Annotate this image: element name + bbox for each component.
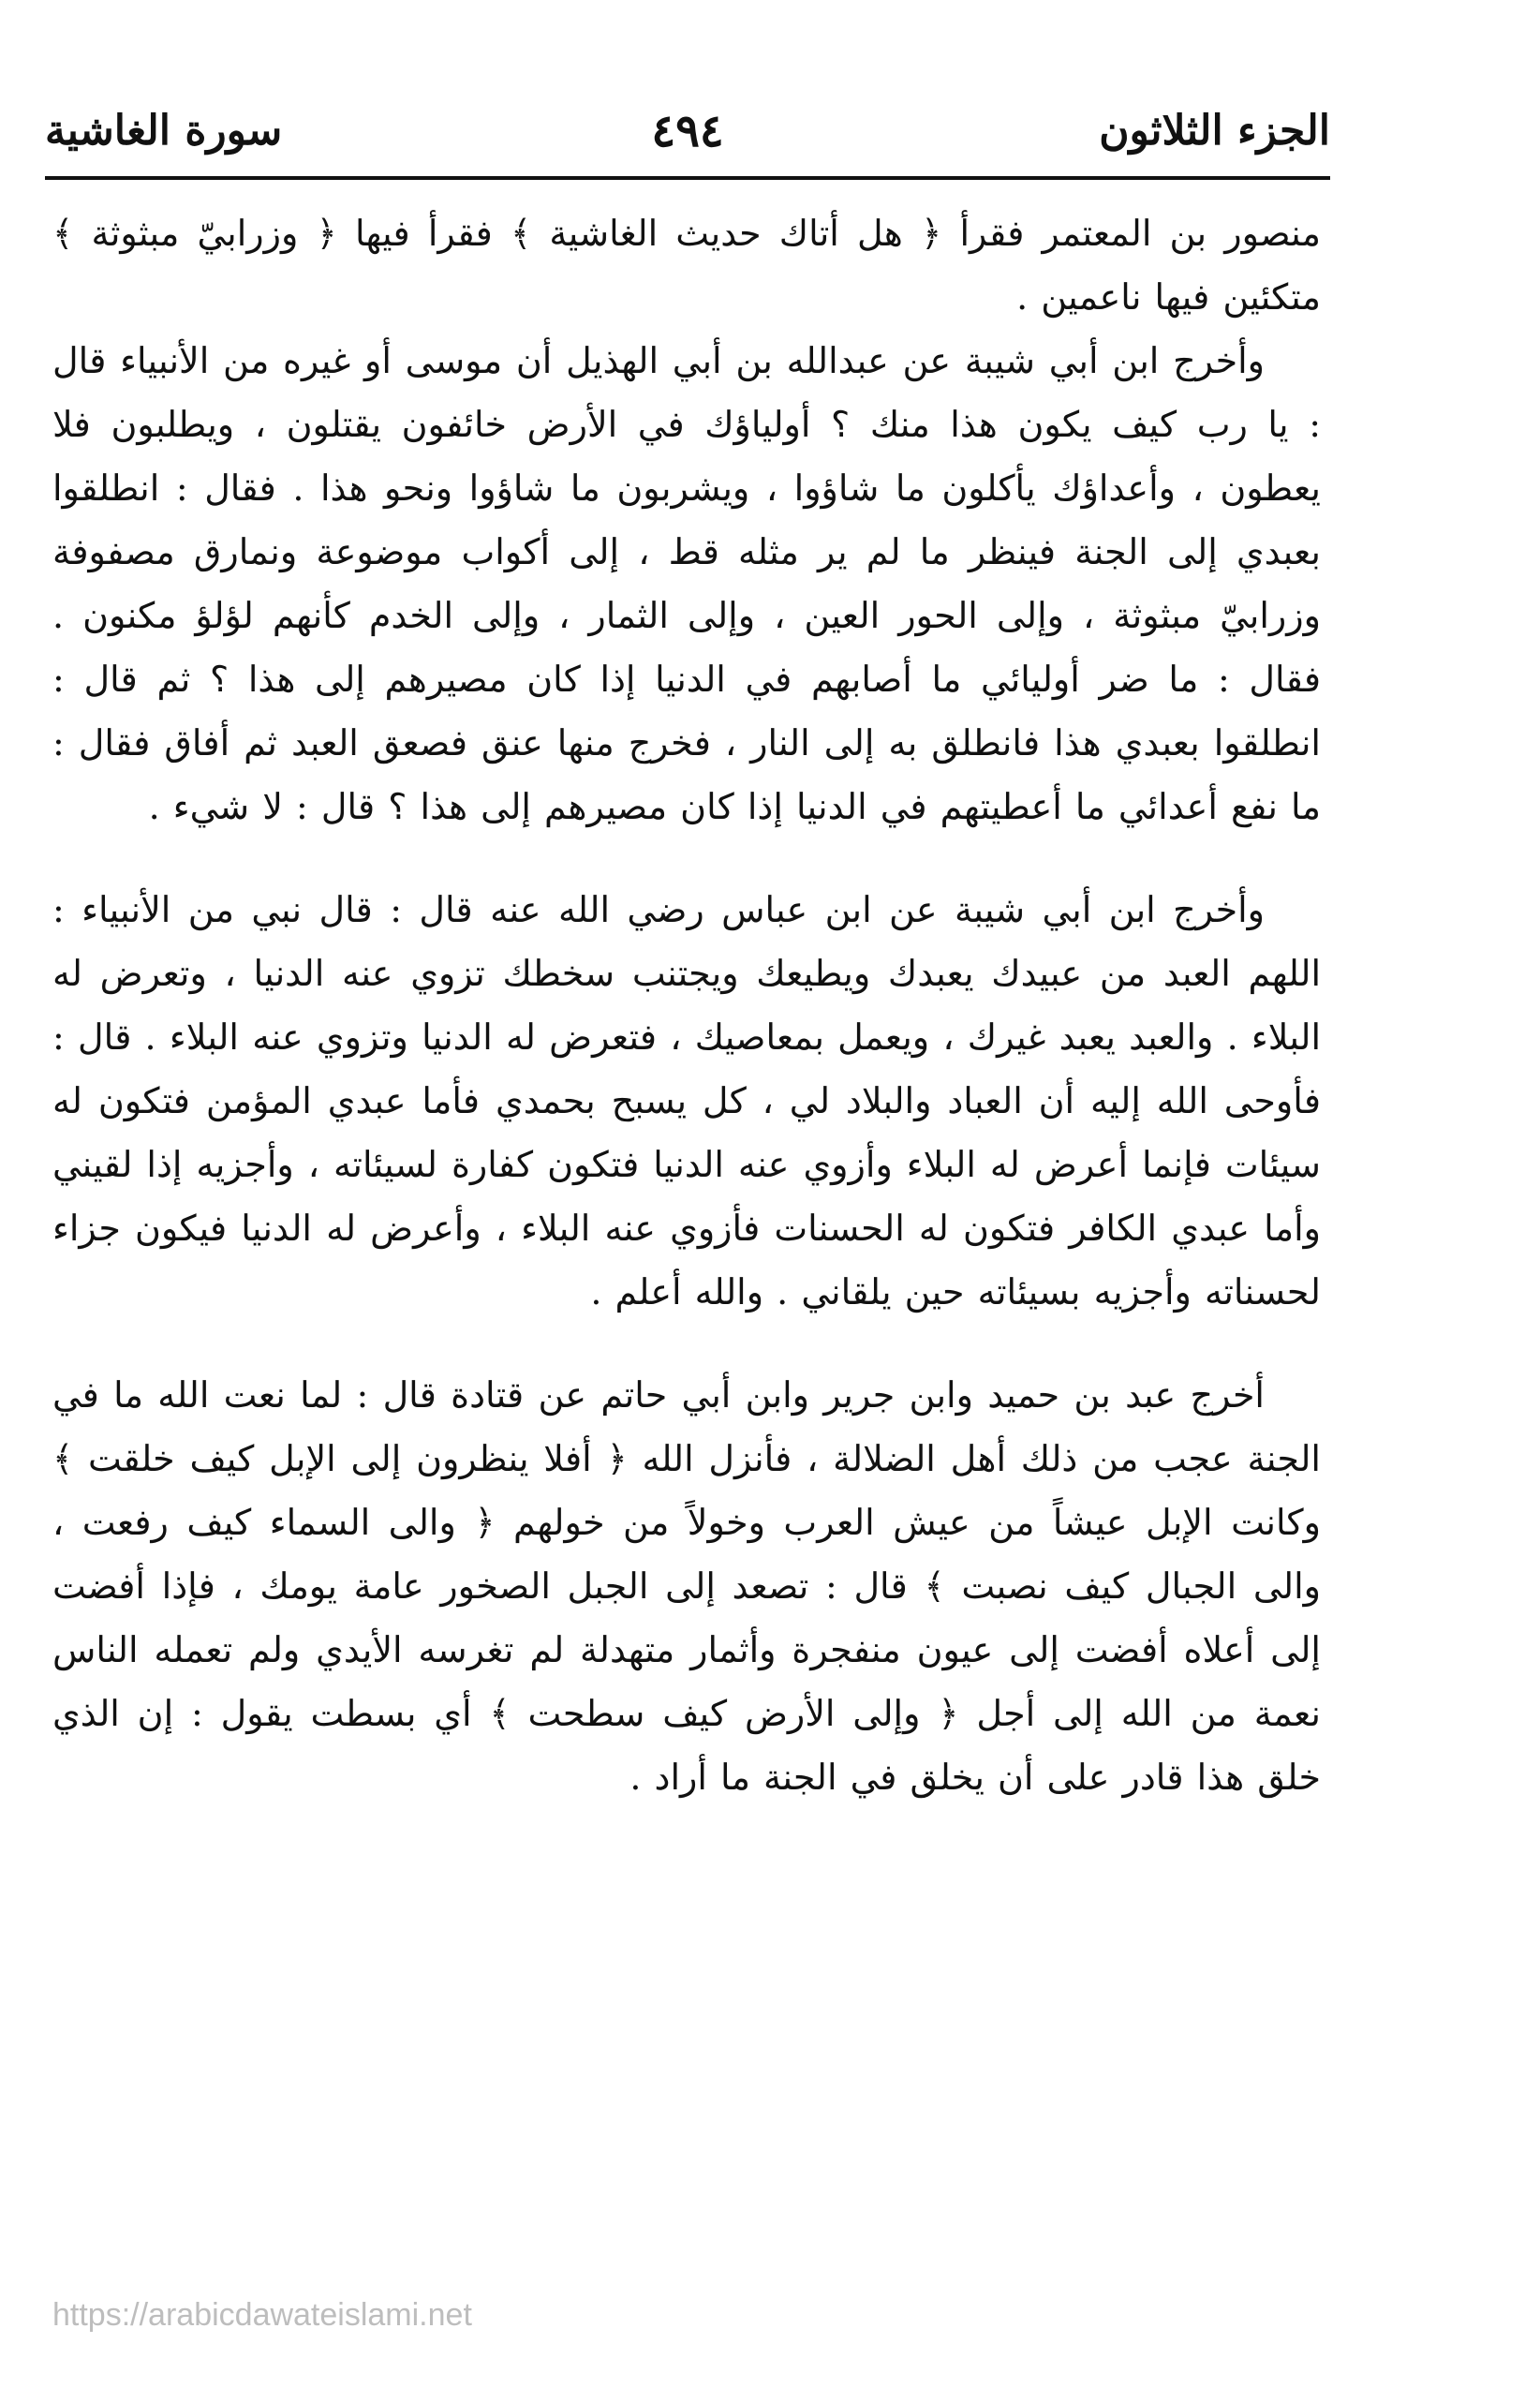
juz-title: الجزء الثلاثون	[1099, 107, 1330, 155]
paragraph-continuation: منصور بن المعتمر فقرأ ﴿ هل أتاك حديث الغاشية ﴾ فقرأ فيها ﴿ وزرابيّ مبثوثة ﴾ متكئين فيها ناعمين .	[52, 213, 1321, 318]
website-watermark: https://arabicdawateislami.net	[52, 2297, 472, 2333]
surah-title: سورة الغاشية	[45, 107, 283, 155]
paragraph-ibn-abi-shayba-abdullah: وأخرج ابن أبي شيبة عن عبدالله بن أبي الهذيل أن موسى أو غيره من الأنبياء قال : يا رب كيف يكون هذا منك ؟ أولياؤك في الأرض خائفون يقتلون ، ويطلبون فلا يعطون ، وأعداؤك يأكلون ما شاؤوا ، ويشربون ما شاؤوا ونحو هذا . فقال : انطلقوا بعبدي إلى الجنة فينظر ما لم ير مثله قط ، إلى أكواب موضوعة ونمارق مصفوفة وزرابيّ مبثوثة ، وإلى الحور العين ، وإلى الثمار ، وإلى الخدم كأنهم لؤلؤ مكنون . فقال : ما ضر أوليائي ما أصابهم في الدنيا إذا كان مصيرهم إلى هذا ؟ ثم قال : انطلقوا بعبدي هذا فانطلق به إلى النار ، فخرج منها عنق فصعق العبد ثم أفاق فقال : ما نفع أعدائي ما أعطيتهم في الدنيا إذا كان مصيرهم إلى هذا ؟ قال : لا شيء .	[52, 340, 1321, 827]
page-body	[52, 201, 1321, 1809]
running-header	[45, 94, 1330, 169]
header-divider	[45, 176, 1330, 180]
paragraph-ibn-abbas: وأخرج ابن أبي شيبة عن ابن عباس رضي الله عنه قال : قال نبي من الأنبياء : اللهم العبد من عبيدك يعبدك ويطيعك ويجتنب سخطك تزوي عنه الدنيا ، وتعرض له البلاء . والعبد يعبد غيرك ، ويعمل بمعاصيك ، فتعرض له الدنيا وتزوي عنه البلاء . قال : فأوحى الله إليه أن العباد والبلاد لي ، كل يسبح بحمدي فأما عبدي المؤمن فتكون له سيئات فإنما أعرض له البلاء وأزوي عنه الدنيا فتكون كفارة لسيئاته ، وأجزيه إذا لقيني وأما عبدي الكافر فتكون له الحسنات فأزوي عنه البلاء ، وأعرض له الدنيا فيكون جزاء لحسناته وأجزيه بسيئاته حين يلقاني . والله أعلم .	[52, 889, 1322, 1313]
page-number: ٤٩٤	[651, 105, 724, 157]
paragraph-qatada: أخرج عبد بن حميد وابن جرير وابن أبي حاتم عن قتادة قال : لما نعت الله ما في الجنة عجب من ذلك أهل الضلالة ، فأنزل الله ﴿ أفلا ينظرون إلى الإبل كيف خلقت ﴾ وكانت الإبل عيشاً من عيش العرب وخولاً من خولهم ﴿ والى السماء كيف رفعت ، والى الجبال كيف نصبت ﴾ قال : تصعد إلى الجبل الصخور عامة يومك ، فإذا أفضت إلى أعلاه أفضت إلى عيون منفجرة وأثمار متهدلة لم تغرسه الأيدي ولم تعمله الناس نعمة من الله إلى أجل ﴿ وإلى الأرض كيف سطحت ﴾ أي بسطت يقول : إن الذي خلق هذا قادر على أن يخلق في الجنة ما أراد .	[52, 1374, 1321, 1798]
